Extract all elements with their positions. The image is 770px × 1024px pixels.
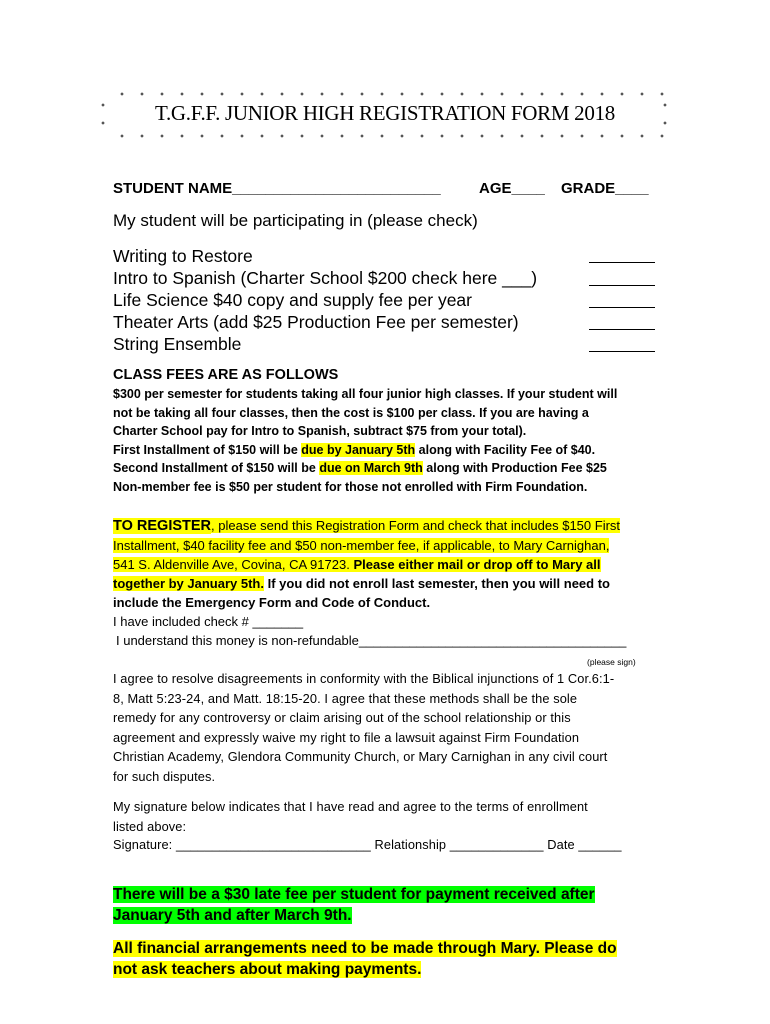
check-blank-string[interactable] xyxy=(589,351,655,352)
financial-notice: All financial arrangements need to be made through Mary. Please do not ask teachers about making payments. xyxy=(113,940,617,978)
check-blank-writing[interactable] xyxy=(589,262,655,263)
activity-writing-to-restore: Writing to Restore xyxy=(113,246,253,266)
check-blank-life-science[interactable] xyxy=(589,307,655,308)
form-title: T.G.F.F. JUNIOR HIGH REGISTRATION FORM 2018 xyxy=(155,101,615,125)
activity-theater-arts: Theater Arts (add $25 Production Fee per semester) xyxy=(113,312,519,332)
activity-intro-to-spanish: Intro to Spanish (Charter School $200 check here ___) xyxy=(113,268,538,288)
register-instructions: TO REGISTER, please send this Registration Form and check that includes $150 First Installment, $40 facility fee and $50 non-member fee, if applicable, to Mary Carnighan, 541 S. Aldenville Ave, Covina, CA 91723. Please either mail or drop off to Mary all together by January 5th. If you did not enroll last semester, then you will need to include the Emergency Form and Code of Conduct. I have included check # _______ I understand this money is non-refundable_____________________________________ xyxy=(113,518,627,648)
activity-string-ensemble: String Ensemble xyxy=(113,334,242,354)
first-installment-deadline: due by January 5th xyxy=(301,442,416,457)
title-border-top xyxy=(112,91,664,97)
check-blank-spanish[interactable] xyxy=(589,285,655,286)
non-refundable-signature[interactable]: I understand this money is non-refundable_____________________________________ xyxy=(116,633,627,648)
participation-prompt: My student will be participating in (please check) xyxy=(113,211,478,230)
age-field[interactable]: AGE____ xyxy=(479,180,545,197)
signature-line[interactable]: Signature: ___________________________ Relationship _____________ Date ______ xyxy=(113,837,622,852)
please-sign-note: (please sign) xyxy=(587,657,636,667)
check-number-field[interactable]: I have included check # _______ xyxy=(113,614,304,629)
title-border-bottom xyxy=(112,133,664,139)
late-fee-notice: There will be a $30 late fee per student for payment received after January 5th and after March 9th. xyxy=(113,886,595,924)
student-name-field[interactable]: STUDENT NAME_________________________ xyxy=(113,180,441,197)
signature-statement: My signature below indicates that I have read and agree to the terms of enrollment listed above: xyxy=(113,799,588,834)
check-blank-theater[interactable] xyxy=(589,329,655,330)
grade-field[interactable]: GRADE____ xyxy=(561,180,649,197)
register-heading: TO REGISTER xyxy=(113,518,212,534)
second-installment-deadline: due on March 9th xyxy=(319,461,423,475)
agreement-text: I agree to resolve disagreements in conformity with the Biblical injunctions of 1 Cor.6:1- 8, Matt 5:23-24, and Matt. 18:15-20. I agree that these methods shall be the sole remedy for any controversy or claim arising out of the school relationship or this agreement and expressly waive my right to file a lawsuit against Firm Foundation Christian Academy, Glendora Community Church, or Mary Carnighan in any civil court for such disputes. xyxy=(113,671,615,784)
fees-heading: CLASS FEES ARE AS FOLLOWS xyxy=(113,367,339,383)
fees-text: $300 per semester for students taking all four junior high classes. If your student will not be taking all four classes, then the cost is $100 per class. If you are having a Charter School pay for Intro to Spanish, subtract $75 from your total). First Installment of $150 will be due by January 5th along with Facility Fee of $40. Second Installment of $150 will be due on March 9th along with Production Fee $25 Non-member fee is $50 per student for those not enrolled with Firm Foundation. xyxy=(113,387,618,494)
activity-life-science: Life Science $40 copy and supply fee per year xyxy=(113,290,472,310)
